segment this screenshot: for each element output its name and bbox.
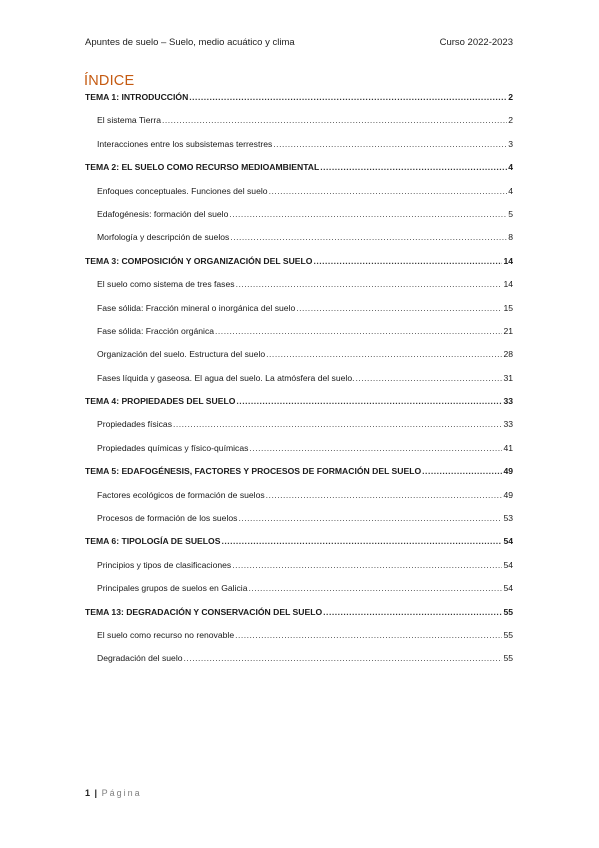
toc-dot-leader xyxy=(230,232,507,242)
toc-entry-label: Principales grupos de suelos en Galicia xyxy=(97,583,248,594)
header-left-text: Apuntes de suelo – Suelo, medio acuático y clima xyxy=(85,37,295,48)
toc-chapter-entry[interactable] xyxy=(85,162,513,185)
toc-section-entry[interactable] xyxy=(85,490,513,513)
toc-entry-label: Edafogénesis: formación del suelo xyxy=(97,208,229,219)
toc-entry-label: Interacciones entre los subsistemas terrestres xyxy=(97,138,273,149)
toc-section-entry[interactable] xyxy=(85,513,513,536)
toc-entry-page: 55 xyxy=(503,606,513,617)
toc-entry-page: 15 xyxy=(503,302,513,313)
toc-dot-leader xyxy=(249,443,502,453)
toc-entry-label: Fase sólida: Fracción mineral o inorgánica del suelo xyxy=(97,302,296,313)
toc-chapter-entry[interactable] xyxy=(85,92,513,115)
toc-entry-page: 33 xyxy=(503,396,513,407)
toc-entry-label: Organización del suelo. Estructura del suelo xyxy=(97,349,266,360)
toc-entry-label: Degradación del suelo xyxy=(97,653,183,664)
toc-dot-leader xyxy=(323,607,502,617)
footer-separator: | xyxy=(94,788,98,798)
toc-dot-leader xyxy=(296,303,502,313)
toc-entry-page: 3 xyxy=(508,138,513,149)
toc-entry-page: 4 xyxy=(508,185,513,196)
toc-entry-page: 33 xyxy=(503,419,513,430)
toc-dot-leader xyxy=(221,536,502,546)
toc-entry-page: 54 xyxy=(503,559,513,570)
toc-chapter-entry[interactable] xyxy=(85,466,513,489)
toc-entry-label: Morfología y descripción de suelos xyxy=(97,232,230,243)
footer-page-word: Página xyxy=(101,788,142,798)
toc-section-entry[interactable] xyxy=(85,583,513,606)
toc-entry-page: 2 xyxy=(508,115,513,126)
toc-dot-leader xyxy=(320,162,507,172)
toc-entry-label: Factores ecológicos de formación de suelos xyxy=(97,489,265,500)
footer-page-number: 1 xyxy=(85,788,91,798)
toc-entry-page: 14 xyxy=(503,279,513,290)
toc-section-entry[interactable] xyxy=(85,303,513,326)
toc-entry-page: 28 xyxy=(503,349,513,360)
toc-entry-label: TEMA 4: PROPIEDADES DEL SUELO xyxy=(85,396,236,407)
toc-entry-label: TEMA 6: TIPOLOGÍA DE SUELOS xyxy=(85,536,221,547)
toc-dot-leader xyxy=(269,186,508,196)
toc-dot-leader xyxy=(184,653,503,663)
toc-dot-leader xyxy=(229,209,507,219)
toc-entry-page: 5 xyxy=(508,208,513,219)
toc-entry-page: 54 xyxy=(503,583,513,594)
toc-entry-label: El suelo como recurso no renovable xyxy=(97,629,235,640)
toc-section-entry[interactable] xyxy=(85,349,513,372)
toc-dot-leader xyxy=(238,513,502,523)
toc-entry-label: Propiedades químicas y físico-químicas xyxy=(97,442,249,453)
toc-section-entry[interactable] xyxy=(85,653,513,676)
index-title: ÍNDICE xyxy=(84,73,135,89)
toc-entry-page: 2 xyxy=(508,92,513,102)
toc-section-entry[interactable] xyxy=(85,373,513,396)
toc-dot-leader xyxy=(215,326,502,336)
toc-entry-page: 55 xyxy=(503,629,513,640)
toc-entry-label: El suelo como sistema de tres fases xyxy=(97,279,235,290)
toc-chapter-entry[interactable] xyxy=(85,607,513,630)
toc-section-entry[interactable] xyxy=(85,326,513,349)
toc-dot-leader xyxy=(248,583,502,593)
page-header xyxy=(85,37,513,51)
toc-section-entry[interactable] xyxy=(85,443,513,466)
toc-dot-leader xyxy=(236,396,502,406)
toc-entry-page: 41 xyxy=(503,442,513,453)
page-footer xyxy=(85,788,142,798)
toc-entry-page: 54 xyxy=(503,536,513,547)
toc-entry-page: 8 xyxy=(508,232,513,243)
toc-entry-page: 31 xyxy=(503,372,513,383)
toc-section-entry[interactable] xyxy=(85,630,513,653)
toc-section-entry[interactable] xyxy=(85,209,513,232)
toc-entry-label: Enfoques conceptuales. Funciones del suelo xyxy=(97,185,268,196)
table-of-contents xyxy=(85,92,513,677)
toc-section-entry[interactable] xyxy=(85,115,513,138)
toc-dot-leader xyxy=(235,630,502,640)
toc-entry-page: 14 xyxy=(503,255,513,266)
toc-dot-leader xyxy=(173,419,502,429)
toc-dot-leader xyxy=(266,490,503,500)
toc-entry-page: 53 xyxy=(503,513,513,524)
toc-entry-page: 55 xyxy=(503,653,513,664)
toc-chapter-entry[interactable] xyxy=(85,396,513,419)
toc-section-entry[interactable] xyxy=(85,419,513,442)
toc-dot-leader xyxy=(236,279,503,289)
toc-entry-label: TEMA 13: DEGRADACIÓN Y CONSERVACIÓN DEL SUELO xyxy=(85,606,323,617)
toc-chapter-entry[interactable] xyxy=(85,256,513,279)
toc-dot-leader xyxy=(273,139,507,149)
toc-entry-label: TEMA 2: EL SUELO COMO RECURSO MEDIOAMBIENTAL xyxy=(85,162,320,173)
toc-entry-label: El sistema Tierra xyxy=(97,115,161,126)
toc-entry-page: 21 xyxy=(503,325,513,336)
toc-entry-label: Principios y tipos de clasificaciones xyxy=(97,559,232,570)
toc-entry-label: TEMA 1: INTRODUCCIÓN xyxy=(85,92,189,102)
toc-entry-label: Fase sólida: Fracción orgánica xyxy=(97,325,215,336)
header-right-text: Curso 2022-2023 xyxy=(439,37,513,48)
toc-entry-label: Propiedades físicas xyxy=(97,419,172,430)
toc-section-entry[interactable] xyxy=(85,186,513,209)
toc-dot-leader xyxy=(232,560,502,570)
toc-section-entry[interactable] xyxy=(85,560,513,583)
toc-dot-leader xyxy=(189,92,507,102)
toc-entry-page: 49 xyxy=(503,489,513,500)
toc-entry-label: Procesos de formación de los suelos xyxy=(97,513,238,524)
toc-dot-leader xyxy=(356,373,503,383)
toc-entry-label: Fases líquida y gaseosa. El agua del suelo. La atmósfera del suelo. xyxy=(97,372,355,383)
toc-entry-label: TEMA 3: COMPOSICIÓN Y ORGANIZACIÓN DEL SUELO xyxy=(85,255,313,266)
toc-entry-label: TEMA 5: EDAFOGÉNESIS, FACTORES Y PROCESOS DE FORMACIÓN DEL SUELO xyxy=(85,466,422,477)
toc-entry-page: 49 xyxy=(503,466,513,477)
toc-dot-leader xyxy=(422,466,502,476)
toc-section-entry[interactable] xyxy=(85,279,513,302)
toc-section-entry[interactable] xyxy=(85,232,513,255)
toc-chapter-entry[interactable] xyxy=(85,536,513,559)
toc-entry-page: 4 xyxy=(508,162,513,173)
toc-dot-leader xyxy=(162,115,507,125)
toc-dot-leader xyxy=(313,256,502,266)
toc-section-entry[interactable] xyxy=(85,139,513,162)
toc-dot-leader xyxy=(266,349,502,359)
